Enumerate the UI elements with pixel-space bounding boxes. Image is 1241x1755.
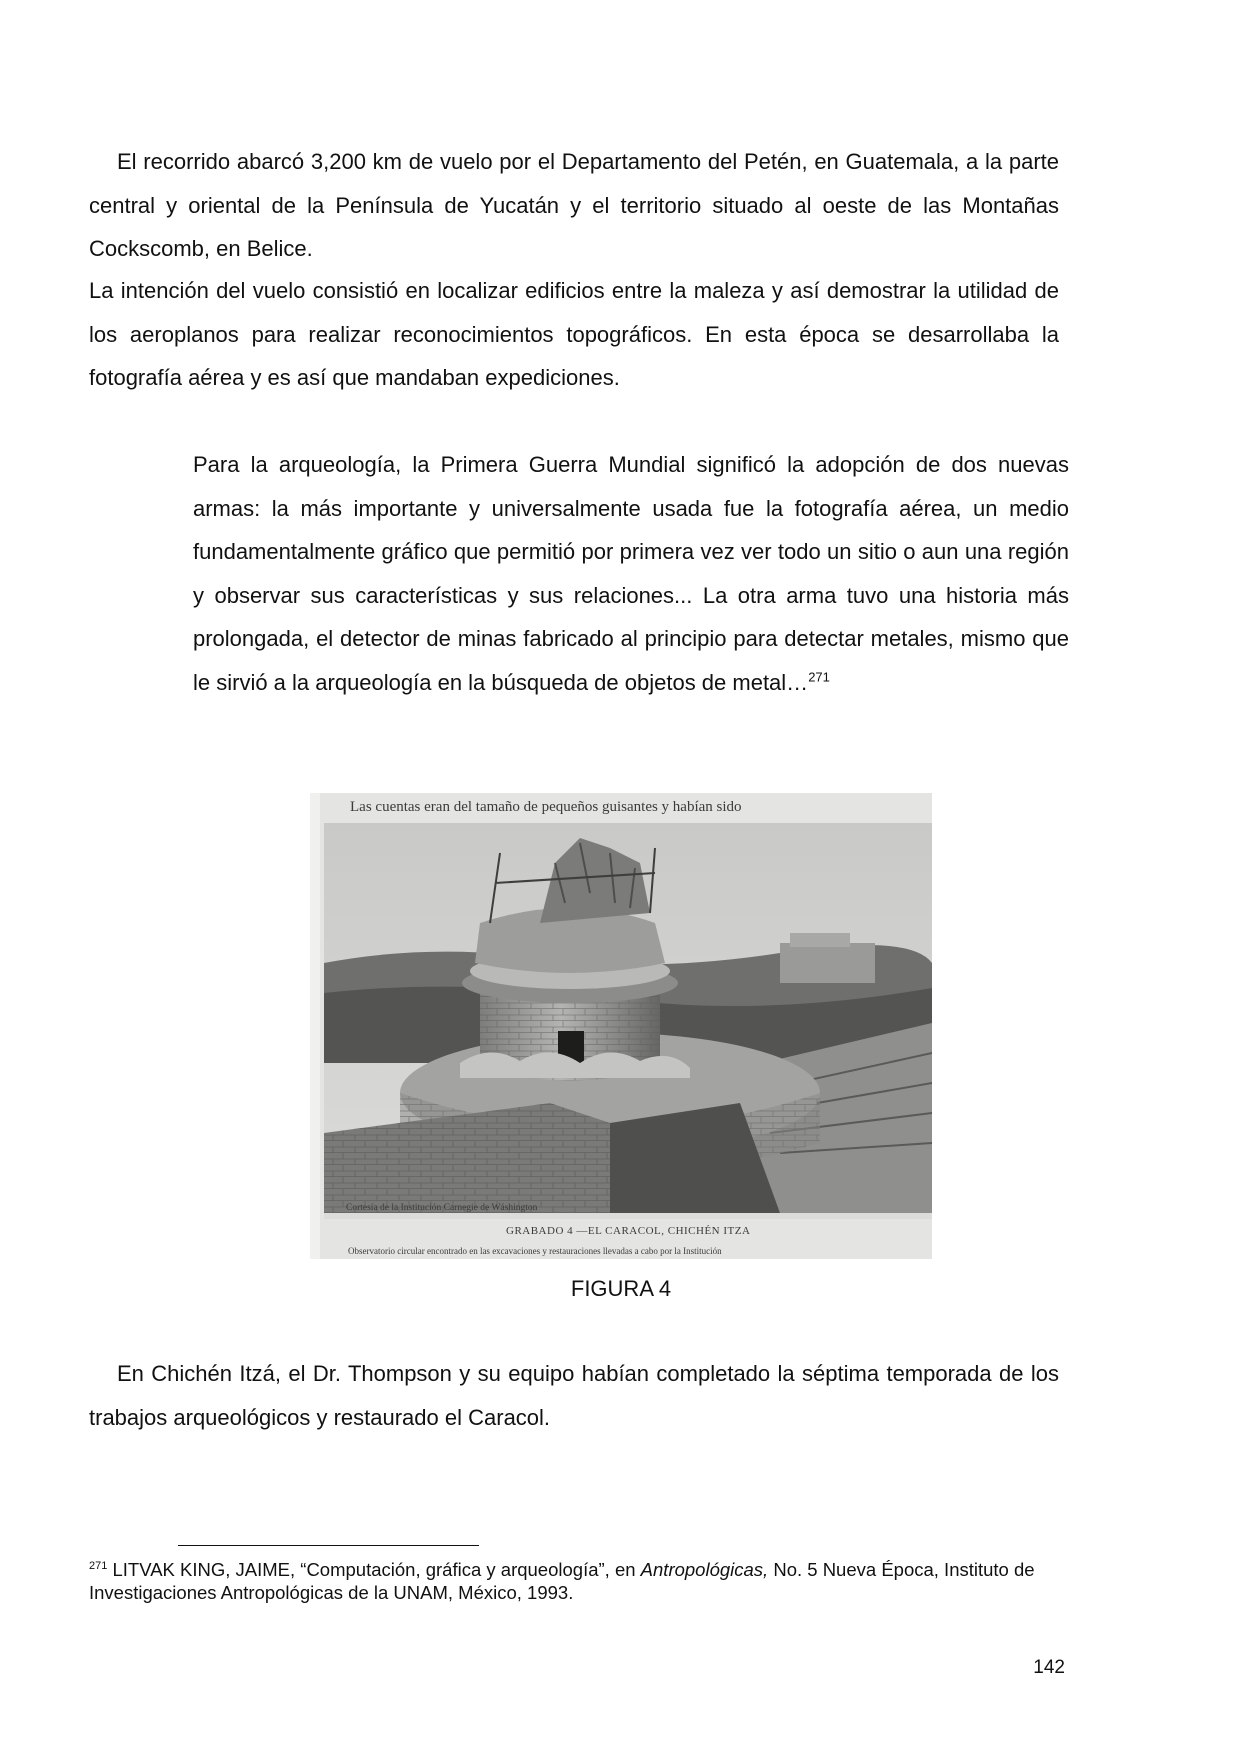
figure-photo-el-caracol	[310, 793, 932, 1259]
scan-credit-text: Cortesía de la Institución Carnegie de Wáshington	[346, 1203, 538, 1213]
body-paragraph-chichen-itza: En Chichén Itzá, el Dr. Thompson y su equipo habían completado la séptima temporada de los trabajos arqueológicos y restaurado el Caracol.	[89, 1361, 1059, 1430]
footnote-reference[interactable]: 271	[808, 669, 830, 685]
figure-caption: FIGURA 4	[570, 1276, 672, 1301]
footnote-separator	[178, 1545, 479, 1546]
block-quote-text: Para la arqueología, la Primera Guerra Mundial significó la adopción de dos nuevas armas: la más importante y universalmente usada fue la fotografía aérea, un medio fundamentalmente gráfico que permitió por primera vez ver todo un sitio o aun una región y observar sus características y sus relaciones... La otra arma tuvo una historia más prolongada, el detector de minas fabricado al principio para detectar metales, mismo que le sirvió a la arqueología en la búsqueda de objetos de metal…	[193, 452, 1069, 695]
footnote-number: 271	[89, 1559, 108, 1572]
scan-top-text: Las cuentas eran del tamaño de pequeños guisantes y habían sido	[350, 799, 742, 815]
footnote-journal-title: Antropológicas,	[640, 1559, 769, 1580]
scan-figure-caption: GRABADO 4 —EL CARACOL, CHICHÉN ITZA	[506, 1225, 751, 1237]
scan-bottom-text: Observatorio circular encontrado en las excavaciones y restauraciones llevadas a cabo por la Institución	[348, 1246, 722, 1256]
page-number: 142	[1033, 1657, 1065, 1678]
footnote	[89, 1558, 1079, 1604]
body-paragraph-route: El recorrido abarcó 3,200 km de vuelo por el Departamento del Petén, en Guatemala, a la parte central y oriental de la Península de Yucatán y el territorio situado al oeste de las Montañas Cockscomb, en Belice.	[89, 149, 1059, 261]
footnote-text-after: No. 5 Nueva Época, Instituto de Investigaciones Antropológicas de la UNAM, México, 1993.	[89, 1559, 1035, 1603]
body-paragraph-flight-purpose: La intención del vuelo consistió en localizar edificios entre la maleza y así demostrar la utilidad de los aeroplanos para realizar reconocimientos topográficos. En esta época se desarrollaba la fotografía aérea y es así que mandaban expediciones.	[89, 278, 1059, 390]
caracol-photo-illustration	[310, 793, 932, 1259]
footnote-text-before: LITVAK KING, JAIME, “Computación, gráfica y arqueología”, en	[107, 1559, 641, 1580]
block-quote	[193, 443, 1069, 704]
